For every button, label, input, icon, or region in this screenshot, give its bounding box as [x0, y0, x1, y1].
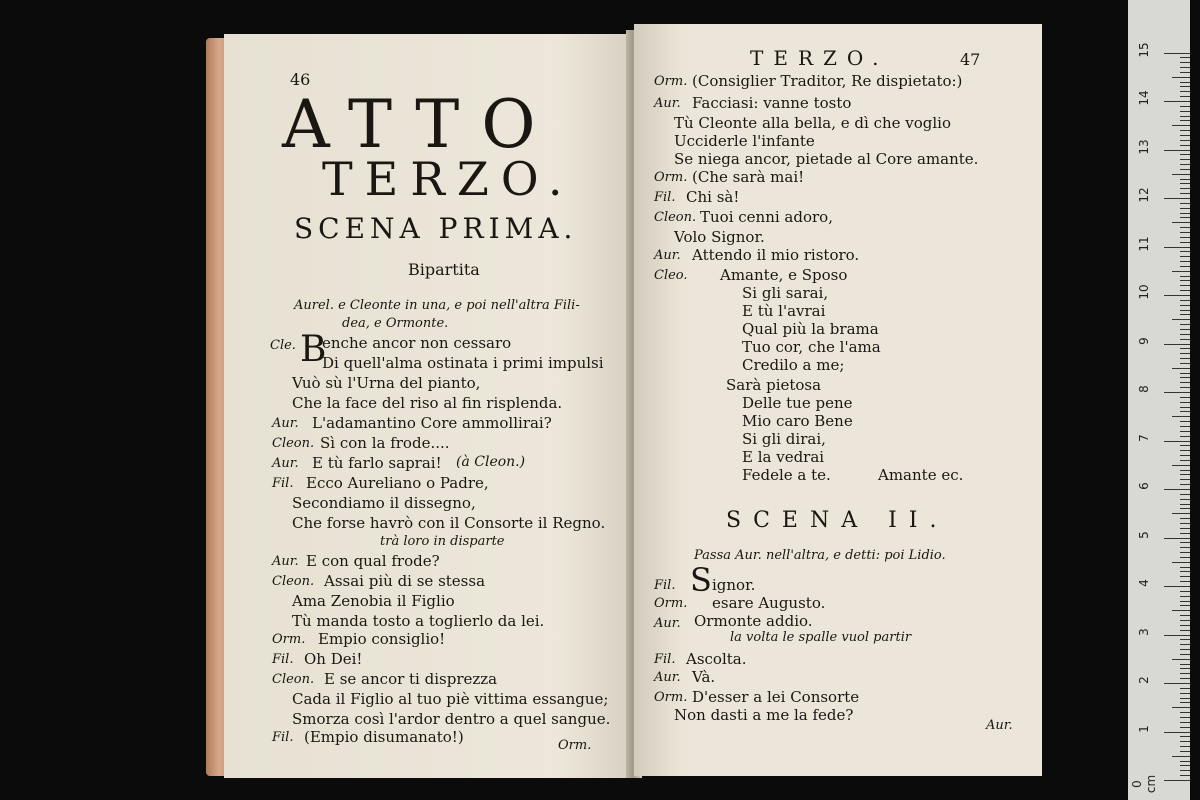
- text-line: Smorza così l'ardor dentro a quel sangue.: [292, 710, 611, 728]
- ruler-tick: [1180, 504, 1190, 505]
- ruler-tick: [1180, 727, 1190, 728]
- catchword: Aur.: [986, 718, 1013, 733]
- text-line: (Consiglier Traditor, Re dispietato:): [692, 72, 963, 90]
- ruler-tick: [1164, 441, 1190, 442]
- scene-title: SCENA PRIMA.: [294, 212, 578, 245]
- ruler-tick: [1180, 91, 1190, 92]
- ruler-tick: [1180, 193, 1190, 194]
- right-page-number: 47: [960, 50, 981, 69]
- ruler-tick: [1180, 62, 1190, 63]
- ruler-tick: [1180, 668, 1190, 669]
- ruler-number: 6: [1137, 482, 1151, 490]
- ruler-tick: [1180, 140, 1190, 141]
- ruler-tick: [1180, 290, 1190, 291]
- ruler-tick: [1172, 659, 1190, 660]
- ruler-tick: [1180, 591, 1190, 592]
- ruler-tick: [1180, 232, 1190, 233]
- text-line: Ama Zenobia il Figlio: [292, 592, 455, 610]
- speaker-label: Cleon.: [272, 672, 315, 687]
- ruler-number: 2: [1137, 676, 1151, 684]
- text-line: Chi sà!: [686, 188, 740, 206]
- ruler-tick: [1172, 416, 1190, 417]
- ruler-tick: [1180, 673, 1190, 674]
- ruler-tick: [1180, 237, 1190, 238]
- ruler-tick: [1180, 86, 1190, 87]
- ruler-tick: [1180, 639, 1190, 640]
- ruler-tick: [1180, 722, 1190, 723]
- ruler-tick: [1164, 150, 1190, 151]
- ruler-number: 1: [1137, 724, 1151, 733]
- ruler-tick: [1180, 305, 1190, 306]
- ruler-tick: [1180, 96, 1190, 97]
- text-line: Attendo il mio ristoro.: [692, 246, 860, 264]
- stage-direction: la volta le spalle vuol partir: [730, 630, 912, 645]
- ruler-tick: [1180, 358, 1190, 359]
- ruler-tick: [1180, 348, 1190, 349]
- ruler-tick: [1180, 470, 1190, 471]
- text-line: Volo Signor.: [674, 228, 765, 246]
- ruler-tick: [1180, 688, 1190, 689]
- ruler-tick: [1164, 344, 1190, 345]
- ruler-tick: [1180, 596, 1190, 597]
- text-line: Fedele a te.: [742, 466, 831, 484]
- speaker-label: Orm.: [272, 632, 306, 647]
- ruler-tick: [1164, 247, 1190, 248]
- speaker-label: Cleon.: [272, 436, 315, 451]
- scene-title: SCENA II.: [726, 508, 949, 533]
- ruler-tick: [1180, 411, 1190, 412]
- ruler-tick: [1164, 295, 1190, 296]
- ruler-tick: [1172, 465, 1190, 466]
- text-line: Amante, e Sposo: [720, 266, 848, 284]
- ruler-tick: [1180, 276, 1190, 277]
- text-line: Ormonte addio.: [694, 612, 813, 630]
- ruler-tick: [1180, 620, 1190, 621]
- ruler-tick: [1180, 746, 1190, 747]
- ruler-tick: [1180, 179, 1190, 180]
- ruler-tick: [1180, 455, 1190, 456]
- ruler-tick: [1180, 678, 1190, 679]
- ruler-number: 9: [1137, 336, 1151, 345]
- ruler-tick: [1180, 353, 1190, 354]
- text-line: Che forse havrò con il Consorte il Regno.: [292, 514, 606, 532]
- ruler-tick: [1180, 213, 1190, 214]
- catchword: Orm.: [558, 738, 592, 753]
- ruler-tick: [1180, 377, 1190, 378]
- ruler-tick: [1180, 280, 1190, 281]
- ruler-tick: [1180, 654, 1190, 655]
- ruler-tick: [1180, 702, 1190, 703]
- ruler-tick: [1180, 164, 1190, 165]
- ruler-tick: [1180, 169, 1190, 170]
- ruler-tick: [1180, 479, 1190, 480]
- text-line: E tù l'avrai: [742, 302, 826, 320]
- ruler-tick: [1180, 67, 1190, 68]
- ruler-tick: [1172, 368, 1190, 369]
- aside-direction: (à Cleon.): [456, 454, 526, 470]
- text-line: Che la face del riso al fin risplenda.: [292, 394, 563, 412]
- ruler-tick: [1180, 339, 1190, 340]
- left-page: [224, 34, 642, 778]
- text-line: Ucciderle l'infante: [674, 132, 815, 150]
- ruler-tick: [1180, 217, 1190, 218]
- ruler-tick: [1180, 363, 1190, 364]
- ruler-tick: [1180, 227, 1190, 228]
- text-line: E tù farlo saprai!: [312, 454, 442, 472]
- ruler-tick: [1164, 732, 1190, 733]
- speaker-label: Orm.: [654, 74, 688, 89]
- ruler-tick: [1172, 756, 1190, 757]
- ruler-tick: [1180, 698, 1190, 699]
- ruler-tick: [1180, 581, 1190, 582]
- speaker-label: Fil.: [272, 730, 294, 745]
- speaker-label: Aur.: [654, 616, 681, 631]
- open-book: [206, 24, 1044, 780]
- text-line: ignor.: [712, 576, 756, 594]
- speaker-label: Aur.: [654, 670, 681, 685]
- speaker-label: Fil.: [654, 578, 676, 593]
- text-line: D'esser a lei Consorte: [692, 688, 860, 706]
- ruler-number: 4: [1137, 579, 1151, 587]
- drop-cap: B: [300, 329, 327, 370]
- ruler-tick: [1180, 533, 1190, 534]
- stage-direction: Aurel. e Cleonte in una, e poi nell'altra Fili-: [294, 298, 580, 313]
- ruler-tick: [1164, 586, 1190, 587]
- speaker-label: Fil.: [654, 190, 676, 205]
- text-line: Tù manda tosto a toglierlo da lei.: [292, 612, 545, 630]
- text-line: Secondiamo il dissegno,: [292, 494, 476, 512]
- ruler-tick: [1164, 635, 1190, 636]
- speaker-label: Fil.: [272, 652, 294, 667]
- text-line: Credilo a me;: [742, 356, 845, 374]
- ruler-tick: [1180, 518, 1190, 519]
- right-page: [634, 24, 1042, 776]
- ruler-tick: [1180, 615, 1190, 616]
- ruler-tick: [1180, 770, 1190, 771]
- speaker-label: Aur.: [272, 416, 299, 431]
- refrain-text: Amante ec.: [878, 466, 964, 484]
- speaker-label: Aur.: [272, 456, 299, 471]
- ruler-tick: [1180, 625, 1190, 626]
- speaker-label: Cleon.: [654, 210, 697, 225]
- ruler-tick: [1180, 649, 1190, 650]
- text-line: Sì con la frode....: [320, 434, 450, 452]
- text-line: enche ancor non cessaro: [322, 334, 512, 352]
- ruler-number: 7: [1137, 433, 1151, 442]
- ruler-tick: [1180, 402, 1190, 403]
- ruler-tick: [1180, 183, 1190, 184]
- ruler-tick: [1180, 334, 1190, 335]
- ruler-tick: [1180, 445, 1190, 446]
- ruler-tick: [1180, 605, 1190, 606]
- ruler-tick: [1180, 474, 1190, 475]
- speaker-label: Orm.: [654, 690, 688, 705]
- text-line: Và.: [692, 668, 716, 686]
- ruler-tick: [1180, 693, 1190, 694]
- ruler-tick: [1180, 630, 1190, 631]
- ruler-tick: [1180, 208, 1190, 209]
- ruler-tick: [1180, 523, 1190, 524]
- ruler-tick: [1180, 741, 1190, 742]
- text-line: Oh Dei!: [304, 650, 363, 668]
- text-line: Facciasi: vanne tosto: [692, 94, 852, 112]
- text-line: Delle tue pene: [742, 394, 853, 412]
- measuring-ruler: [1128, 0, 1190, 800]
- stage-direction: trà loro in disparte: [380, 534, 505, 549]
- ruler-tick: [1172, 77, 1190, 78]
- ruler-tick: [1172, 174, 1190, 175]
- text-line: Ascolta.: [686, 650, 747, 668]
- ruler-tick: [1172, 319, 1190, 320]
- speaker-label: Fil.: [654, 652, 676, 667]
- ruler-tick: [1180, 460, 1190, 461]
- ruler-tick: [1180, 436, 1190, 437]
- ruler-tick: [1180, 499, 1190, 500]
- ruler-tick: [1180, 135, 1190, 136]
- ruler-number: 14: [1137, 90, 1151, 106]
- text-line: Assai più di se stessa: [324, 572, 486, 590]
- ruler-tick: [1180, 557, 1190, 558]
- ruler-number: 11: [1137, 235, 1151, 252]
- act-number-title: TERZO.: [322, 152, 575, 206]
- ruler-tick: [1180, 310, 1190, 311]
- act-title: ATTO: [282, 86, 558, 163]
- text-line: Ecco Aureliano o Padre,: [306, 474, 489, 492]
- text-line: (Empio disumanato!): [304, 728, 464, 746]
- speaker-label: Aur.: [654, 96, 681, 111]
- text-line: Tù Cleonte alla bella, e dì che voglio: [674, 114, 952, 132]
- ruler-tick: [1180, 571, 1190, 572]
- ruler-tick: [1180, 601, 1190, 602]
- ruler-tick: [1172, 562, 1190, 563]
- left-page-number: 46: [290, 70, 311, 89]
- ruler-tick: [1180, 72, 1190, 73]
- ruler-tick: [1180, 421, 1190, 422]
- ruler-tick: [1180, 130, 1190, 131]
- drop-cap: S: [690, 561, 712, 599]
- text-line: E con qual frode?: [306, 552, 440, 570]
- ruler-tick: [1180, 300, 1190, 301]
- speaker-label: Aur.: [272, 554, 299, 569]
- ruler-tick: [1180, 765, 1190, 766]
- speaker-label: Orm.: [654, 170, 688, 185]
- ruler-tick: [1180, 373, 1190, 374]
- text-line: Qual più la brama: [742, 320, 879, 338]
- ruler-tick: [1180, 717, 1190, 718]
- stage-direction: dea, e Ormonte.: [342, 316, 449, 331]
- ruler-tick: [1180, 57, 1190, 58]
- ruler-tick: [1180, 567, 1190, 568]
- ruler-tick: [1180, 712, 1190, 713]
- ruler-tick: [1180, 484, 1190, 485]
- text-line: L'adamantino Core ammollirai?: [312, 414, 552, 432]
- text-line: esare Augusto.: [712, 594, 826, 612]
- ruler-tick: [1164, 198, 1190, 199]
- ruler-tick: [1180, 106, 1190, 107]
- ruler-number: 3: [1137, 627, 1151, 636]
- text-line: Cada il Figlio al tuo piè vittima essangue;: [292, 690, 609, 708]
- speaker-label: Fil.: [272, 476, 294, 491]
- ruler-tick: [1180, 324, 1190, 325]
- text-line: Non dasti a me la fede?: [674, 706, 854, 724]
- ruler-tick: [1180, 242, 1190, 243]
- ruler-tick: [1180, 552, 1190, 553]
- text-line: Di quell'alma ostinata i primi impulsi: [322, 354, 604, 372]
- ruler-tick: [1180, 120, 1190, 121]
- text-line: Empio consiglio!: [318, 630, 446, 648]
- ruler-tick: [1180, 664, 1190, 665]
- ruler-tick: [1172, 125, 1190, 126]
- ruler-tick: [1180, 111, 1190, 112]
- ruler-tick: [1180, 314, 1190, 315]
- ruler-number: 12: [1137, 187, 1151, 203]
- ruler-tick: [1180, 397, 1190, 398]
- ruler-number: 5: [1137, 530, 1151, 539]
- ruler-tick: [1180, 159, 1190, 160]
- ruler-tick: [1172, 513, 1190, 514]
- text-line: Sarà pietosa: [726, 376, 822, 394]
- ruler-number: 13: [1137, 138, 1151, 155]
- ruler-tick: [1180, 285, 1190, 286]
- ruler-tick: [1172, 222, 1190, 223]
- text-line: (Che sarà mai!: [692, 168, 805, 186]
- ruler-tick: [1172, 271, 1190, 272]
- ruler-tick: [1180, 547, 1190, 548]
- text-line: E se ancor ti disprezza: [324, 670, 498, 688]
- ruler-tick: [1172, 610, 1190, 611]
- ruler-tick: [1164, 392, 1190, 393]
- speaker-label: Cleon.: [272, 574, 315, 589]
- text-line: Si gli sarai,: [742, 284, 829, 302]
- ruler-tick: [1180, 407, 1190, 408]
- ruler-number: 10: [1137, 284, 1151, 300]
- ruler-tick: [1180, 145, 1190, 146]
- ruler-tick: [1164, 780, 1190, 781]
- text-line: E la vedrai: [742, 448, 825, 466]
- ruler-tick: [1164, 101, 1190, 102]
- speaker-label: Cleo.: [654, 268, 688, 283]
- ruler-tick: [1180, 261, 1190, 262]
- ruler-tick: [1164, 489, 1190, 490]
- ruler-tick: [1180, 542, 1190, 543]
- ruler-tick: [1180, 251, 1190, 252]
- ruler-tick: [1180, 329, 1190, 330]
- text-line: Vuò sù l'Urna del pianto,: [292, 374, 481, 392]
- ruler-tick: [1180, 761, 1190, 762]
- text-line: Tuoi cenni adoro,: [700, 208, 833, 226]
- ruler-tick: [1164, 53, 1190, 54]
- ruler-tick: [1180, 116, 1190, 117]
- speaker-label: Cle.: [270, 338, 296, 353]
- text-line: Si gli dirai,: [742, 430, 826, 448]
- text-line: Tuo cor, che l'ama: [742, 338, 881, 356]
- ruler-tick: [1180, 450, 1190, 451]
- ruler-number: 0 cm: [1130, 774, 1158, 794]
- ruler-tick: [1180, 508, 1190, 509]
- ruler-tick: [1180, 431, 1190, 432]
- ruler-tick: [1164, 538, 1190, 539]
- stage-direction: Passa Aur. nell'altra, e detti: poi Lidio.: [694, 548, 946, 563]
- ruler-tick: [1180, 203, 1190, 204]
- ruler-tick: [1180, 576, 1190, 577]
- scene-subtitle: Bipartita: [408, 260, 480, 279]
- ruler-tick: [1180, 256, 1190, 257]
- ruler-tick: [1180, 82, 1190, 83]
- speaker-label: Orm.: [654, 596, 688, 611]
- ruler-tick: [1180, 266, 1190, 267]
- ruler-number: 8: [1137, 385, 1151, 393]
- ruler-tick: [1180, 154, 1190, 155]
- ruler-tick: [1180, 494, 1190, 495]
- ruler-tick: [1180, 644, 1190, 645]
- ruler-tick: [1180, 387, 1190, 388]
- ruler-tick: [1172, 707, 1190, 708]
- ruler-tick: [1180, 775, 1190, 776]
- speaker-label: Aur.: [654, 248, 681, 263]
- text-line: Mio caro Bene: [742, 412, 853, 430]
- ruler-tick: [1164, 683, 1190, 684]
- ruler-tick: [1180, 188, 1190, 189]
- text-line: Se niega ancor, pietade al Core amante.: [674, 150, 979, 168]
- ruler-tick: [1180, 528, 1190, 529]
- ruler-tick: [1180, 426, 1190, 427]
- ruler-number: 15: [1137, 41, 1151, 58]
- ruler-tick: [1180, 751, 1190, 752]
- ruler-tick: [1180, 736, 1190, 737]
- running-head: TERZO.: [750, 46, 889, 70]
- ruler-tick: [1180, 382, 1190, 383]
